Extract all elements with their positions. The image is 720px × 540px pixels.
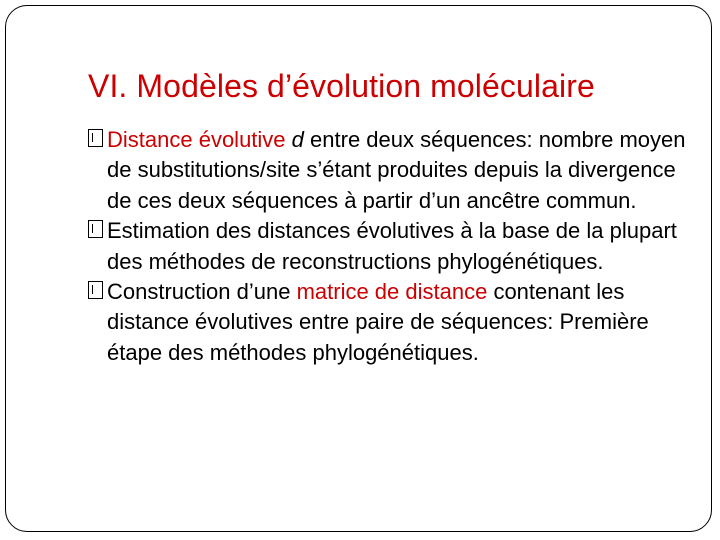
- bullet-text: Estimation des distances évolutives à la base de la plupart des méthodes de reconstructions phylogénétiques.: [107, 218, 677, 274]
- bullet-estimation: [88, 216, 698, 277]
- term-distance-evolutive: Distance évolutive: [107, 127, 286, 152]
- slide-frame: [5, 5, 712, 532]
- bullet-distance-evolutive: [88, 125, 698, 216]
- bullet-text: entre deux séquences: nombre moyen de substitutions/site s’étant produites depuis la divergence de ces deux séquences à partir d’un ancêtre commun.: [107, 127, 686, 213]
- slide-title: VI. Modèles d’évolution moléculaire: [88, 68, 595, 104]
- box-glyph-icon: [88, 220, 103, 238]
- bullet-text: contenant les distance évolutives entre paire de séquences: Première étape des méthodes phylogénétiques.: [107, 279, 649, 365]
- box-glyph-icon: [88, 129, 103, 147]
- bullet-list: [88, 125, 698, 368]
- bullet-text: Construction d’une: [107, 279, 297, 305]
- bullet-construction: [88, 277, 698, 368]
- box-glyph-icon: [88, 281, 103, 299]
- variable-d: d: [291, 127, 304, 152]
- term-matrice-de-distance: matrice de distance: [296, 279, 488, 305]
